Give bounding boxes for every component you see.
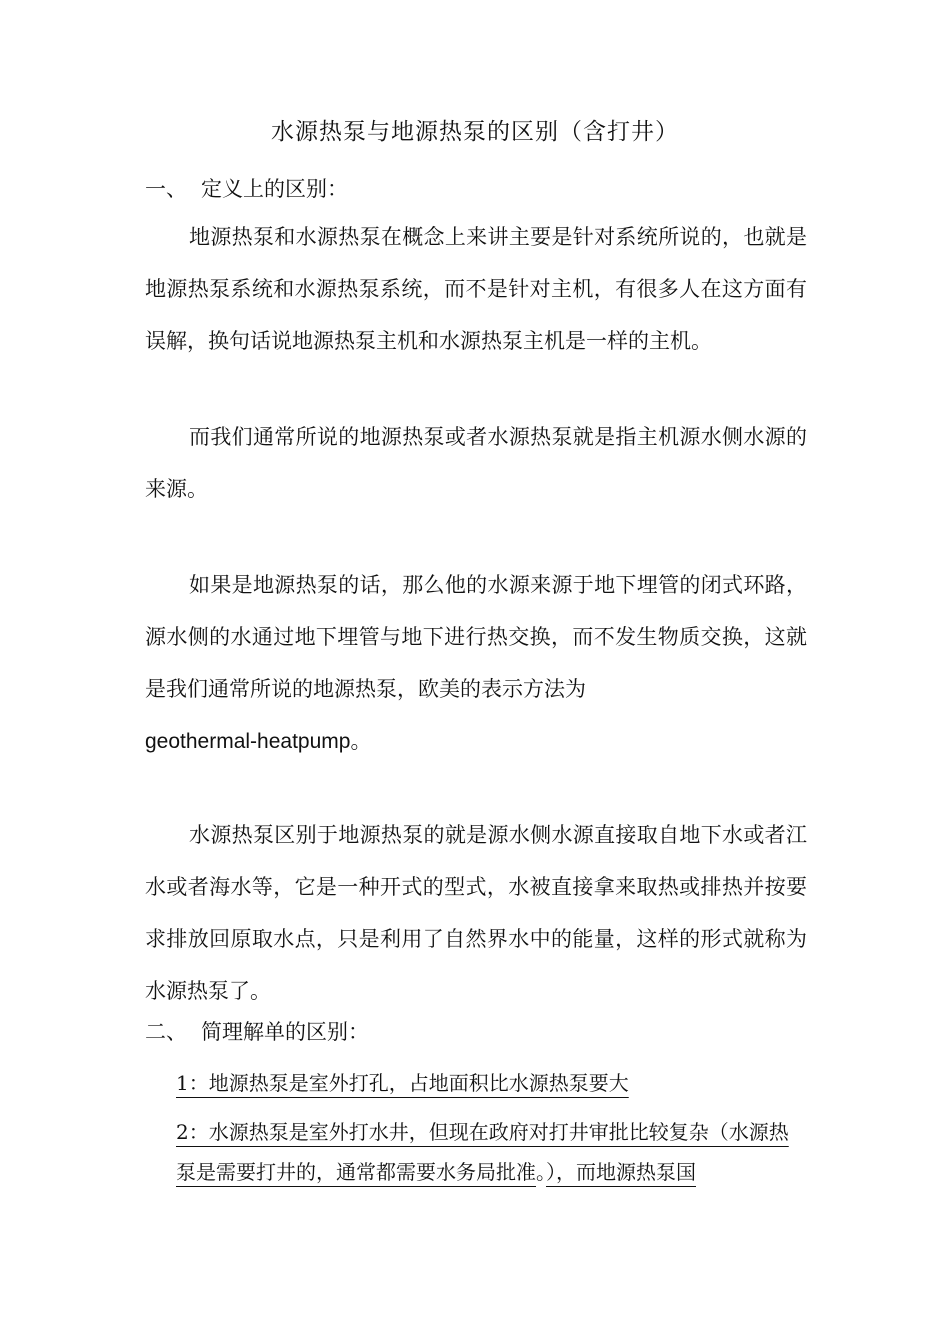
document-title: 水源热泵与地源热泵的区别（含打井） xyxy=(271,119,679,145)
section-number: 二、 xyxy=(145,1020,187,1044)
list-item-text: 2：水源热泵是室外打水井，但现在政府对打井审批比较复杂（水源热泵是需要打井的，通常都需要水务局批准 xyxy=(176,1120,789,1184)
list-item-mark: 。 xyxy=(536,1160,546,1184)
paragraph-water-source: 水源热泵区别于地源热泵的就是源水侧水源直接取自地下水或者江水或者海水等，它是一种开式的型式，水被直接拿来取热或排热并按要求排放回原取水点，只是利用了自然界水中的能量，这样的形式就称为水源热泵了。 xyxy=(145,823,807,1003)
section-number: 一、 xyxy=(145,177,187,201)
list-item-2 xyxy=(176,1112,808,1192)
section-heading-text: 简理解单的区别： xyxy=(201,1020,369,1044)
paragraph-definition-1: 地源热泵和水源热泵在概念上来讲主要是针对系统所说的，也就是地源热泵系统和水源热泵系统，而不是针对主机，有很多人在这方面有误解，换句话说地源热泵主机和水源热泵主机是一样的主机。 xyxy=(145,225,807,353)
list-item-text: 1：地源热泵是室外打孔，占地面积比水源热泵要大 xyxy=(176,1071,629,1095)
geothermal-term: geothermal-heatpump xyxy=(145,730,351,753)
paragraph-text: 如果是地源热泵的话，那么他的水源来源于地下埋管的闭式环路，源水侧的水通过地下埋管与地下进行热交换，而不发生物质交换，这就是我们通常所说的地源热泵，欧美的表示方法为 xyxy=(145,573,807,701)
section-heading-definition xyxy=(145,174,348,204)
paragraph-end: 。 xyxy=(350,729,372,753)
section-heading-simple xyxy=(145,1017,369,1047)
list-item-text: ），而地源热泵国 xyxy=(546,1160,696,1184)
paragraph-definition-2: 而我们通常所说的地源热泵或者水源热泵就是指主机源水侧水源的来源。 xyxy=(145,425,807,501)
paragraph-ground-source xyxy=(145,559,807,768)
section-heading-text: 定义上的区别： xyxy=(201,177,348,201)
list-item-1 xyxy=(176,1063,808,1103)
